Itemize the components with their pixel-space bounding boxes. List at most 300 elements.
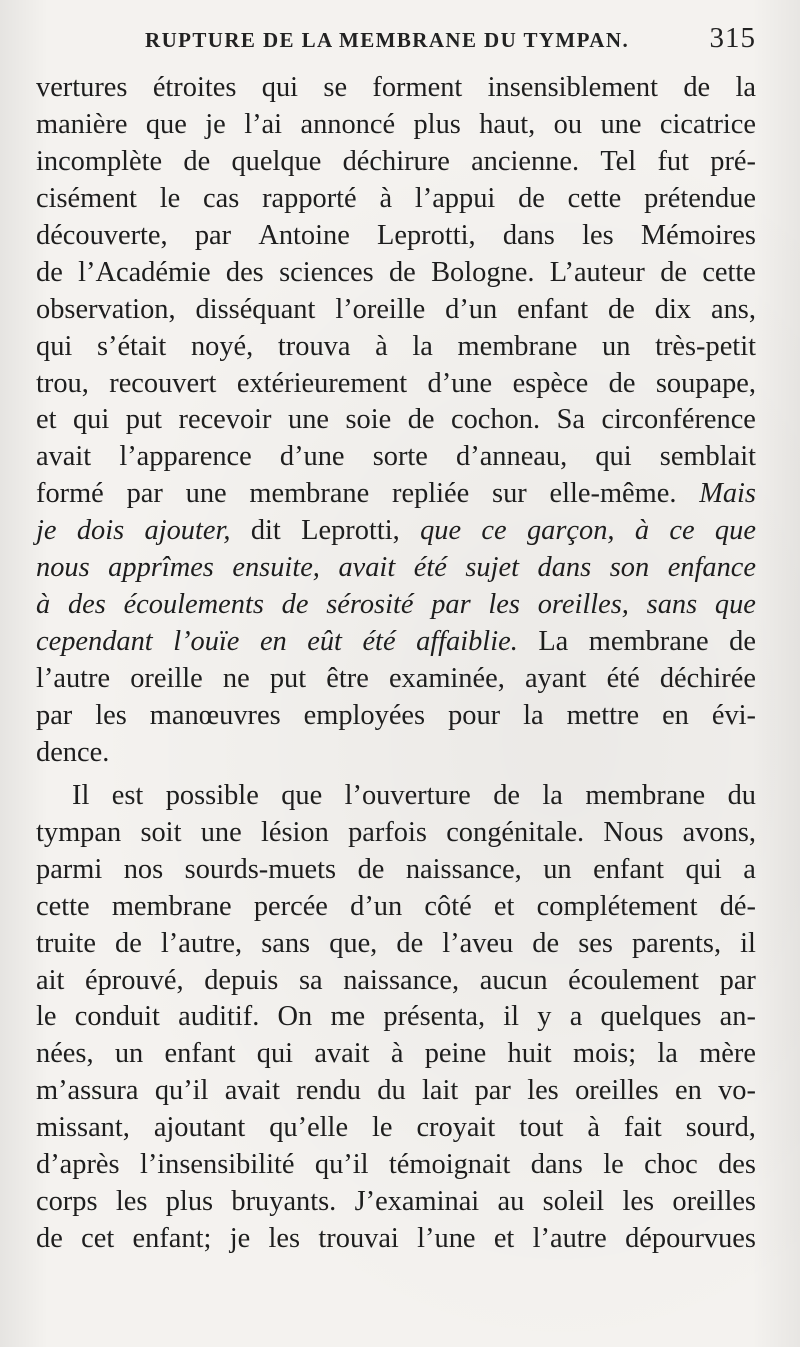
word: l’ouïe — [173, 626, 240, 658]
word: membrane — [457, 330, 578, 362]
text-line — [36, 144, 756, 181]
word: avait — [224, 1075, 280, 1107]
text-line — [36, 661, 756, 698]
word: recevoir — [178, 404, 272, 436]
word: avait — [314, 1038, 370, 1070]
word: à — [375, 330, 388, 362]
word: dans — [530, 1149, 583, 1181]
word: et — [36, 404, 57, 436]
word: les — [268, 1223, 301, 1255]
word: un — [543, 853, 572, 885]
word: les — [488, 589, 520, 621]
text-line — [36, 698, 756, 735]
word: prétendue — [644, 182, 756, 214]
word: oreilles, — [537, 589, 629, 621]
word: que — [714, 589, 756, 621]
word: de — [532, 927, 560, 959]
text-line — [36, 926, 756, 963]
word: la — [657, 1038, 678, 1070]
text-line — [36, 624, 756, 661]
text-line — [36, 963, 756, 1000]
word: les — [527, 1075, 559, 1107]
word: parmi — [36, 853, 103, 885]
word: découverte, — [36, 219, 168, 251]
word: ayant — [524, 663, 587, 694]
word: Nous — [603, 816, 664, 848]
word: qui — [72, 404, 110, 436]
word: soupape, — [655, 367, 756, 399]
word: par — [719, 964, 756, 996]
text-line — [36, 513, 756, 550]
word: Mémoires — [640, 219, 756, 251]
word: être — [326, 663, 369, 694]
word: trouva — [277, 330, 351, 362]
word: sans — [261, 927, 311, 959]
word: complétement — [536, 890, 698, 922]
word: en — [674, 1075, 702, 1107]
word: les — [115, 1186, 148, 1218]
word: haut, — [479, 108, 536, 140]
word: se — [323, 72, 348, 103]
word: l’oreille — [335, 293, 426, 325]
word: enfant — [517, 293, 589, 325]
word: dans — [537, 552, 592, 584]
word: d’un — [445, 293, 498, 325]
word: sourds-muets — [184, 853, 337, 885]
word: de — [115, 927, 142, 959]
word: manière — [36, 108, 128, 140]
word: la — [542, 779, 563, 811]
word: cas — [203, 182, 240, 214]
word: de — [608, 367, 636, 399]
word: plus — [165, 1186, 214, 1218]
word: elle-même. — [549, 478, 677, 510]
word: quelques — [600, 1001, 702, 1033]
word: l’Académie — [78, 256, 211, 288]
word: forment — [372, 72, 463, 103]
page-number: 315 — [709, 22, 756, 54]
text-line — [36, 735, 756, 772]
word: que — [281, 779, 323, 811]
word: en — [662, 699, 689, 731]
word: a — [569, 1001, 583, 1033]
word: congénitale. — [446, 816, 585, 848]
word: repliée — [392, 478, 470, 510]
word: par — [36, 699, 73, 731]
word: un — [114, 1038, 144, 1070]
word: me — [330, 1001, 366, 1033]
word: ses — [578, 927, 613, 959]
word: nous — [36, 552, 90, 584]
word: à — [634, 515, 650, 547]
word: ce — [669, 515, 695, 547]
word: dois — [76, 515, 125, 547]
text-line — [36, 292, 756, 329]
word: choc — [644, 1149, 698, 1181]
word: écoulement — [568, 964, 700, 996]
word: l’autre, — [160, 927, 243, 959]
word: annoncé — [300, 108, 396, 140]
word: que, — [329, 927, 378, 959]
text-line — [36, 439, 756, 476]
word: je — [36, 515, 57, 547]
word: circonférence — [601, 404, 756, 436]
body-text — [36, 70, 756, 1258]
word: de — [660, 256, 687, 288]
word: a — [743, 853, 756, 885]
word: naissance, — [405, 853, 522, 885]
text-line — [36, 476, 756, 513]
word: dans — [502, 219, 555, 251]
word: sciences — [279, 256, 374, 288]
word: mois; — [572, 1038, 637, 1070]
word: sa — [298, 964, 323, 996]
word: de — [518, 182, 545, 214]
word: la — [412, 330, 433, 362]
word: vo- — [718, 1075, 756, 1107]
word: disséquant — [195, 293, 316, 325]
word: pour — [448, 699, 501, 731]
word: ensuite, — [232, 552, 320, 584]
word: ou — [553, 108, 583, 140]
word: enfant — [593, 853, 665, 885]
word: l’apparence — [119, 441, 252, 473]
word: sujet — [465, 552, 519, 584]
word: conduit — [74, 1001, 160, 1033]
word: tout — [519, 1112, 564, 1144]
word: une — [185, 478, 227, 510]
word: d’après — [36, 1149, 120, 1181]
word: par — [194, 219, 232, 251]
word: Leprotti, — [377, 219, 476, 251]
word: et — [493, 1223, 515, 1255]
word: éprouvé, — [85, 964, 184, 996]
word: en — [259, 626, 287, 658]
word: m’assura — [36, 1075, 139, 1107]
word: qui — [595, 441, 632, 473]
word: un — [602, 330, 631, 362]
word: avait — [36, 441, 92, 473]
word: ans, — [711, 293, 756, 325]
word: quelque — [231, 145, 322, 177]
word: On — [277, 1001, 313, 1033]
word: témoignait — [388, 1149, 511, 1181]
word: Mais — [699, 478, 756, 510]
text-line — [36, 366, 756, 403]
word: dence. — [36, 736, 110, 768]
word: je — [205, 108, 226, 140]
word: Bologne. — [431, 256, 535, 288]
text-line — [36, 1221, 756, 1258]
word: bruyants. — [231, 1186, 337, 1218]
word: les — [622, 1186, 655, 1218]
word: La — [538, 626, 569, 658]
word: croyait — [416, 1112, 496, 1144]
word: l’autre — [36, 663, 111, 694]
word: missant, — [36, 1112, 130, 1144]
word: observation, — [36, 293, 176, 325]
word: ajouter, — [144, 515, 231, 547]
word: le — [36, 1001, 57, 1033]
word: présenta, — [383, 1001, 486, 1033]
word: l’ouverture — [344, 779, 471, 811]
word: employées — [303, 699, 426, 731]
word: il — [740, 927, 756, 959]
word: sans — [646, 589, 698, 621]
word: put — [269, 663, 307, 694]
word: L’auteur — [549, 256, 645, 288]
word: parfois — [348, 816, 427, 848]
word: été — [413, 552, 447, 584]
word: du — [377, 1075, 406, 1107]
word: des — [718, 1149, 756, 1181]
word: trouvai — [318, 1223, 399, 1255]
word: qu’elle — [269, 1112, 349, 1144]
word: auditif. — [178, 1001, 260, 1033]
word: l’autre — [532, 1223, 607, 1255]
word: des — [67, 589, 106, 621]
word: ajoutant — [153, 1112, 246, 1144]
word: que — [145, 108, 187, 140]
word: avait — [338, 552, 396, 584]
word: et — [493, 890, 515, 922]
word: par — [431, 589, 471, 621]
word: Leprotti, — [301, 515, 400, 547]
word: cochon. — [450, 404, 541, 436]
word: tympan — [36, 816, 122, 848]
text-line — [36, 999, 756, 1036]
word: d’un — [350, 890, 403, 922]
word: été — [362, 626, 396, 658]
word: cependant — [36, 626, 153, 658]
word: la — [735, 72, 756, 103]
word: une — [200, 816, 242, 848]
paragraph — [36, 70, 756, 772]
word: peine — [424, 1038, 487, 1070]
word: ne — [222, 663, 250, 694]
text-line — [36, 1073, 756, 1110]
word: je — [229, 1223, 251, 1255]
word: oreille — [130, 663, 203, 694]
word: par — [126, 478, 163, 510]
word: sur — [492, 478, 527, 510]
word: de — [357, 853, 385, 885]
word: l’insensibilité — [139, 1149, 295, 1181]
word: corps — [36, 1186, 98, 1218]
text-line — [36, 218, 756, 255]
text-line — [36, 550, 756, 587]
word: enfance — [667, 552, 756, 584]
word: écoulements — [123, 589, 264, 621]
word: eût — [307, 626, 342, 658]
word: déchirée — [659, 663, 756, 694]
text-line — [36, 815, 756, 852]
word: le — [372, 1112, 393, 1144]
word: soie — [345, 404, 392, 436]
word: examinée, — [388, 663, 505, 694]
text-line — [36, 852, 756, 889]
word: du — [727, 779, 756, 811]
word: son — [609, 552, 650, 584]
word: les — [582, 219, 614, 251]
word: au — [497, 1186, 525, 1218]
word: rendu — [296, 1075, 361, 1107]
word: noyé, — [190, 330, 254, 362]
word: de — [493, 779, 520, 811]
text-line — [36, 181, 756, 218]
word: ancienne. — [471, 145, 580, 177]
word: le — [159, 182, 181, 214]
word: soleil — [542, 1186, 605, 1218]
word: extérieurement — [236, 367, 408, 399]
word: possible — [165, 779, 259, 811]
word: enfant; — [132, 1223, 212, 1255]
text-line — [36, 889, 756, 926]
word: de — [396, 927, 424, 959]
word: l’ai — [244, 108, 283, 140]
word: percée — [253, 890, 328, 922]
word: J’examinai — [354, 1186, 480, 1218]
word: rapporté — [262, 182, 357, 214]
word: aucun — [479, 964, 548, 996]
running-title: RUPTURE DE LA MEMBRANE DU TYMPAN. — [145, 28, 630, 52]
word: cette — [702, 256, 756, 288]
word: qui — [685, 853, 722, 885]
word: dé- — [719, 890, 756, 922]
word: la — [523, 699, 544, 731]
word: qu’il — [314, 1149, 369, 1181]
word: sourd, — [685, 1112, 756, 1144]
word: de — [407, 404, 435, 436]
word: de — [608, 293, 635, 325]
word: Il — [72, 779, 90, 811]
word: mettre — [566, 699, 640, 731]
word: lait — [422, 1075, 459, 1107]
word: cisément — [36, 182, 137, 214]
word: enfant — [164, 1038, 236, 1070]
word: ait — [36, 964, 65, 996]
word: très-petit — [655, 330, 756, 362]
word: de — [36, 256, 63, 288]
word: garçon, — [526, 515, 615, 547]
word: apprîmes — [108, 552, 214, 584]
word: fait — [623, 1112, 662, 1144]
word: par — [474, 1075, 511, 1107]
word: d’une — [279, 441, 345, 473]
word: espèce — [512, 367, 589, 399]
text-line — [36, 587, 756, 624]
word: côté — [424, 890, 472, 922]
word: fut — [657, 145, 689, 177]
word: que — [714, 515, 756, 547]
word: nées, — [36, 1038, 94, 1070]
word: sérosité — [326, 589, 414, 621]
word: membrane — [249, 478, 370, 510]
text-line — [36, 255, 756, 292]
word: vertures — [36, 72, 128, 103]
running-head — [145, 22, 756, 58]
word: s’était — [96, 330, 167, 362]
word: l’une — [417, 1223, 476, 1255]
word: cicatrice — [659, 108, 756, 140]
word: à — [36, 589, 51, 621]
word: y — [537, 1001, 552, 1033]
word: l’aveu — [442, 927, 514, 959]
text-line — [36, 329, 756, 366]
word: lésion — [261, 816, 329, 848]
word: cet — [81, 1223, 115, 1255]
word: formé — [36, 478, 104, 510]
word: naissance, — [343, 964, 460, 996]
word: pré- — [710, 145, 756, 177]
word: les — [95, 699, 127, 731]
text-line — [36, 70, 756, 107]
text-line — [36, 107, 756, 144]
word: qui — [261, 72, 299, 103]
word: put — [125, 404, 163, 436]
word: qui — [36, 330, 73, 362]
word: depuis — [204, 964, 279, 996]
text-line — [36, 778, 756, 815]
word: affaiblie. — [416, 626, 518, 658]
word: été — [606, 663, 640, 694]
word: dépourvues — [625, 1223, 756, 1255]
word: plus — [413, 108, 461, 140]
word: de — [388, 256, 416, 288]
word: truite — [36, 927, 96, 959]
word: des — [225, 256, 264, 288]
word: avons, — [682, 816, 756, 848]
text-line — [36, 1110, 756, 1147]
word: à — [390, 1038, 404, 1070]
word: est — [111, 779, 144, 811]
word: de — [281, 589, 309, 621]
word: cette — [567, 182, 622, 214]
text-line — [36, 1036, 756, 1073]
word: à — [587, 1112, 600, 1144]
word: membrane — [588, 626, 709, 658]
word: trou, — [36, 367, 89, 399]
word: sorte — [372, 441, 428, 473]
word: oreilles — [672, 1186, 756, 1218]
word: de — [683, 72, 711, 103]
word: de — [729, 626, 756, 658]
word: étroites — [152, 72, 237, 103]
word: parents, — [631, 927, 722, 959]
word: l’appui — [414, 182, 496, 214]
word: le — [603, 1149, 624, 1181]
word: que — [420, 515, 462, 547]
text-line — [36, 1184, 756, 1221]
word: membrane — [111, 890, 232, 922]
word: dit — [250, 515, 281, 547]
word: huit — [507, 1038, 552, 1070]
word: de — [183, 145, 211, 177]
word: cette — [36, 890, 90, 922]
word: qu’il — [154, 1075, 209, 1107]
word: incomplète — [36, 145, 163, 177]
word: Antoine — [258, 219, 350, 251]
word: manœuvres — [149, 699, 281, 731]
word: une — [288, 404, 329, 436]
word: une — [600, 108, 642, 140]
word: nos — [123, 853, 164, 885]
word: Sa — [556, 404, 585, 436]
word: membrane — [585, 779, 706, 811]
word: évi- — [711, 699, 756, 731]
word: recouvert — [109, 367, 217, 399]
word: d’une — [427, 367, 493, 399]
